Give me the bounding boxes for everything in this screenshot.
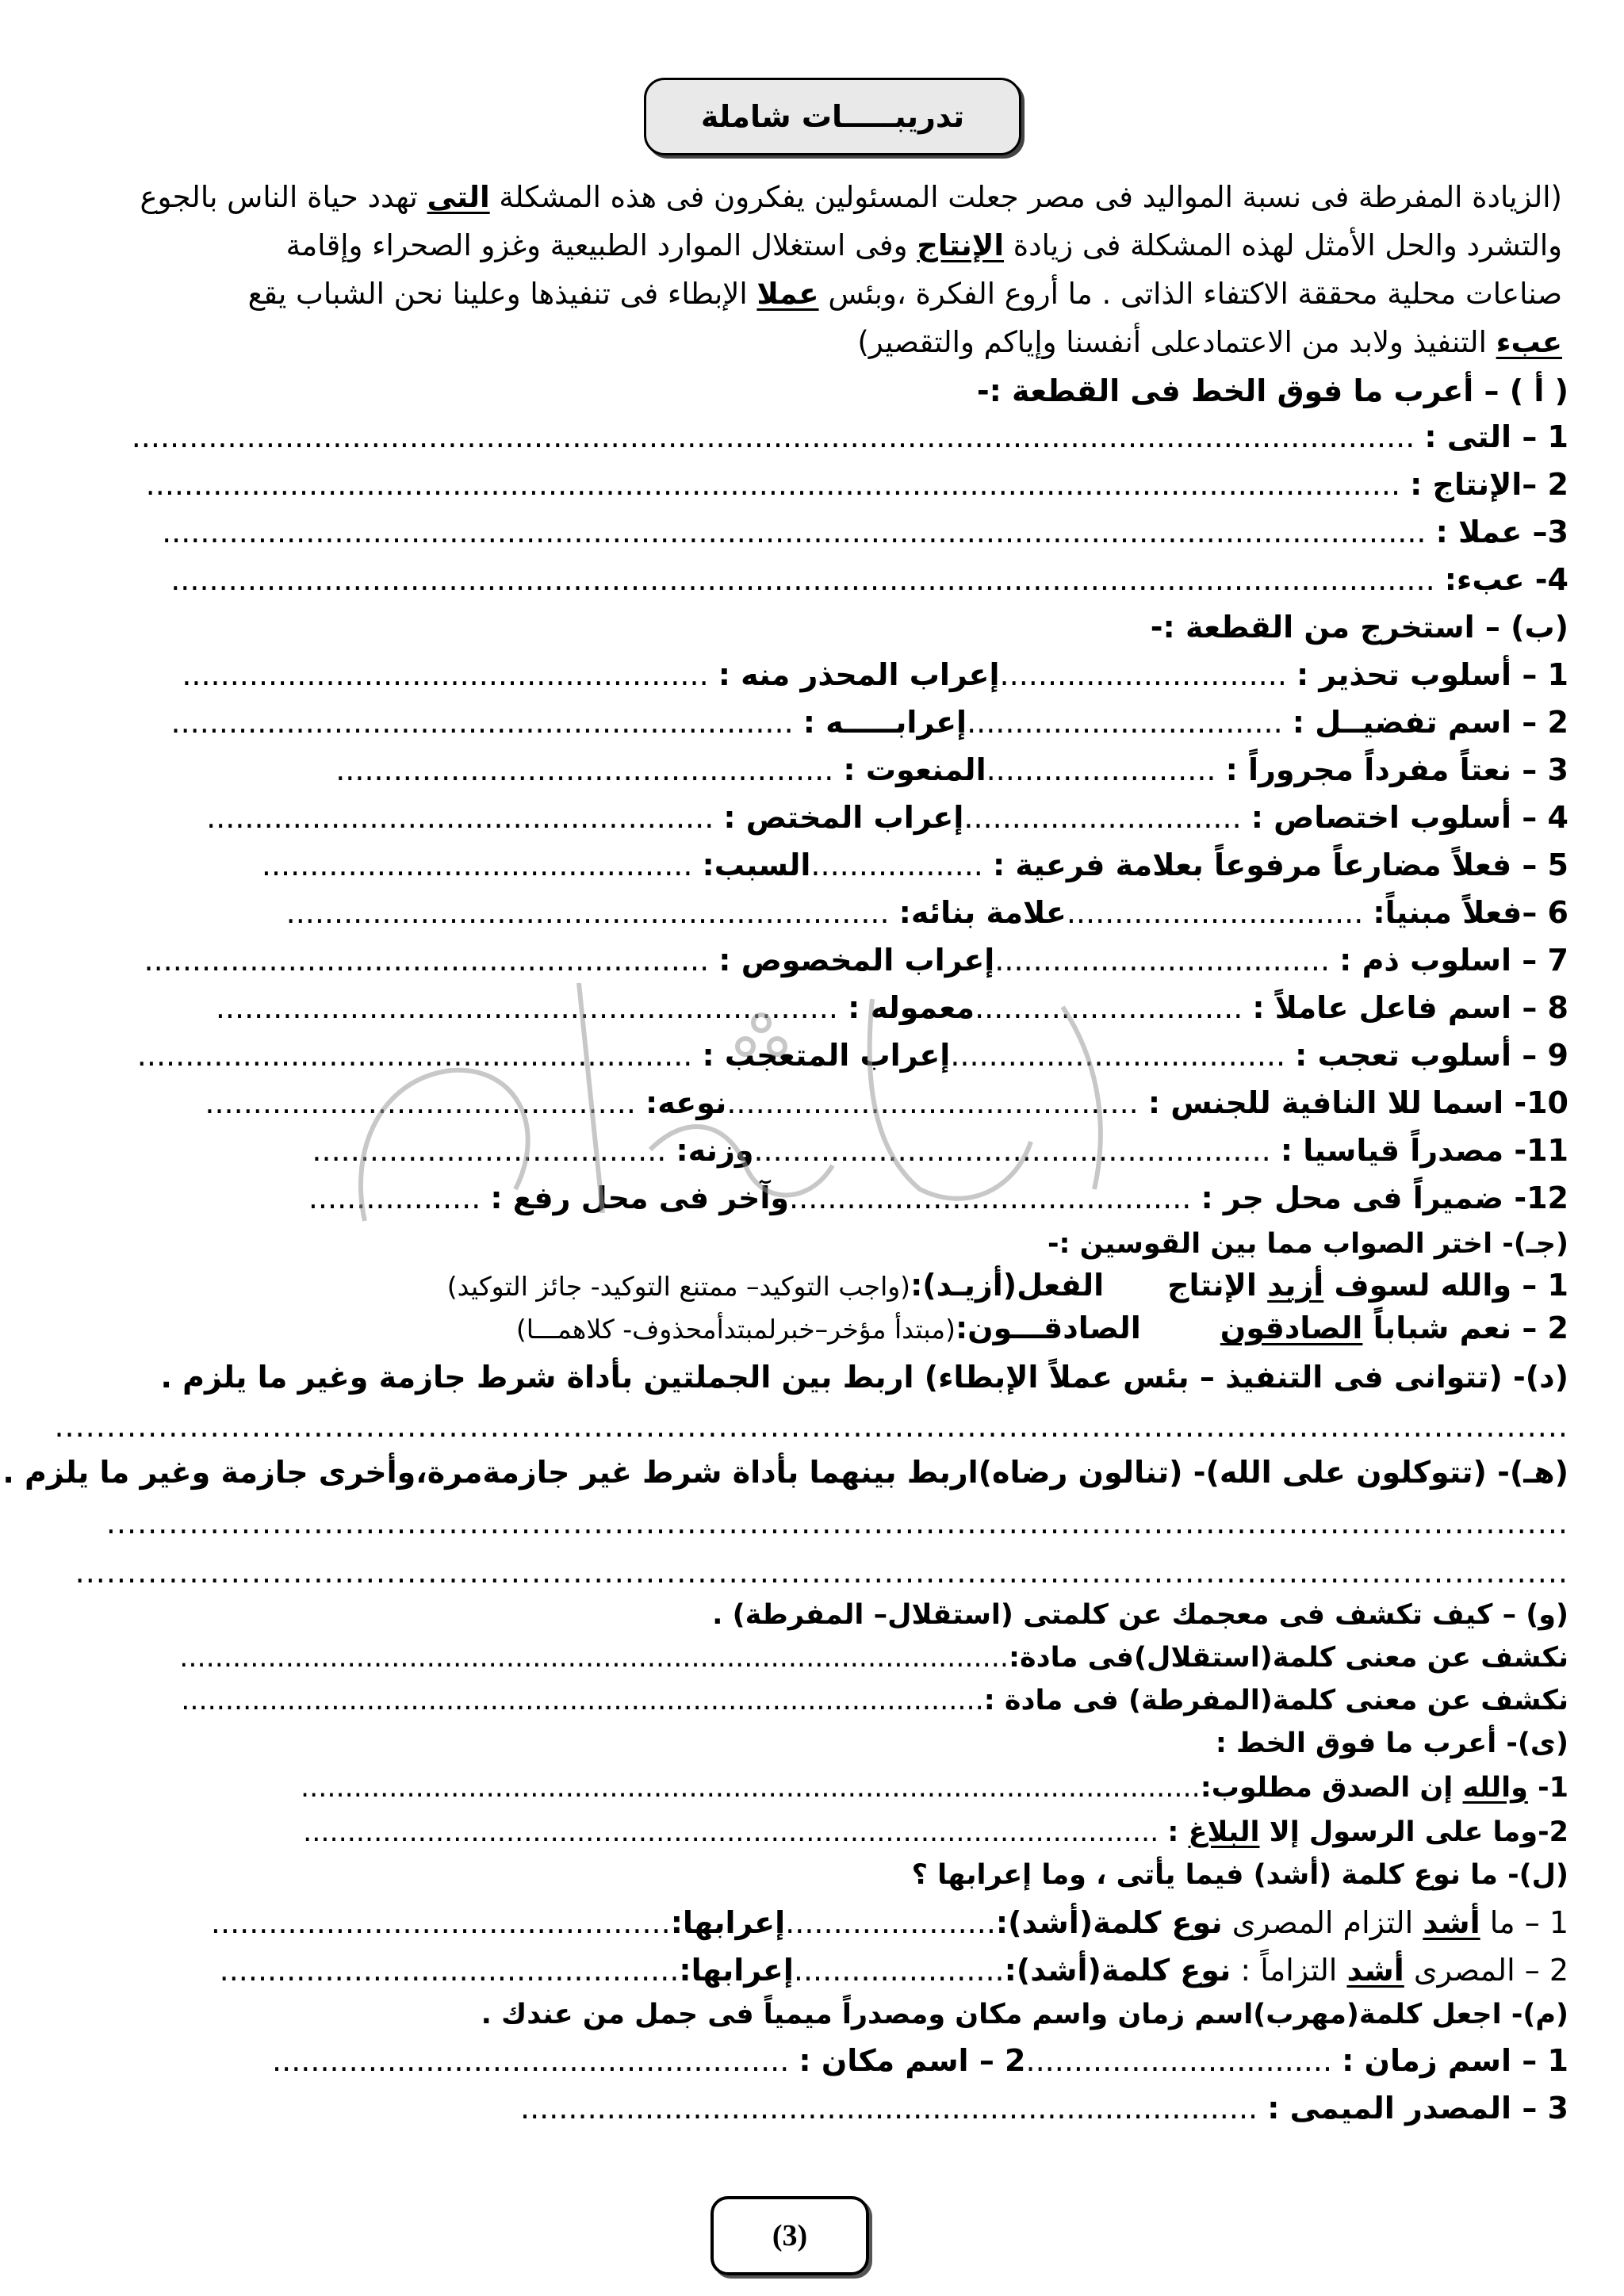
question-label: 1 – والله لسوف [1323,1268,1568,1303]
question-label: الإنتاج [1167,1268,1268,1303]
question-line [171,702,1569,742]
answer-blank[interactable]: ................................................................................................................................... [145,467,1411,502]
question-label: الصادقـــون: [955,1311,1141,1345]
question-line [520,2088,1568,2128]
question-label: 2 – اسم مكان : [799,2043,1026,2078]
answer-blank[interactable]: ................................... [994,943,1340,978]
choice-question-2 [516,1308,1568,1349]
question-label: التزام المصرى [1222,1905,1423,1940]
question-label: 2 –الإنتاج : [1410,467,1568,502]
answer-blank[interactable]: .................. [308,1181,491,1215]
section-a-heading: ( أ ) – أعرب ما فوق الخط فى القطعة :- [976,373,1568,408]
question-label: نكشف عن معنى كلمة(استقلال)فى مادة: [1009,1642,1568,1674]
answer-blank[interactable]: ...................................................... [272,2043,799,2078]
answer-blank[interactable]: ............................................................................................................................................. [105,1506,1568,1540]
passage-text: وفى استغلال الموارد الطبيعية وغزو الصحراء وإقامة [285,228,917,262]
answer-blank[interactable]: ........................................................... [144,943,719,978]
question-label: 7 – اسلوب ذم : [1339,943,1568,978]
underlined-word: الإنتاج [917,228,1005,262]
question-line [179,1638,1568,1678]
underlined-word: أزيد [1267,1268,1324,1303]
question-label: إعراب المتعجب : [702,1038,951,1073]
question-label: 11- مصدراً قياسيا : [1280,1133,1568,1168]
section-w-heading: (و) – كيف تكشف فى معجمك عن كلمتى (استقلال– المفرطة) . [712,1599,1568,1631]
question-label: 2 – المصرى [1404,1953,1568,1988]
question-line [211,1903,1568,1942]
question-label: 1 – أسلوب تحذير : [1297,657,1568,692]
answer-blank[interactable]: ................................................................. [215,990,848,1025]
passage-line-2 [56,221,1562,270]
question-label: 3 – نعتاً مفرداً مجروراً : [1225,752,1568,787]
answer-blank[interactable]: ...................................................... [753,1133,1281,1168]
question-line [170,560,1568,599]
section-y-heading: (ى)- أعرب ما فوق الخط : [1215,1728,1568,1759]
choice-options[interactable]: (مبتدأ مؤخر–خبرلمبتدأمحذوف- كلاهمـــا) [515,1314,956,1345]
underlined-word: والله [1462,1772,1528,1804]
underlined-word: أشد [1423,1905,1480,1940]
answer-blank[interactable]: ................................. [967,705,1293,740]
passage-text: تهدد حياة الناس بالجوع [140,180,427,214]
section-l-heading: (ل)- ما نوع كلمة (أشد) فيما يأتى ، وما إعرابها ؟ [911,1859,1568,1891]
question-label: نكشف عن معنى كلمة(المفرطة) فى مادة : [983,1685,1568,1716]
question-label: 8 – اسم فاعل عاملاً : [1252,990,1568,1025]
question-line [335,750,1568,790]
underlined-word: أشد [1346,1953,1404,1988]
answer-blank[interactable]: ...................... [793,1953,1005,1988]
answer-blank[interactable]: .................. [810,848,993,882]
passage-text: صناعات محلية محققة الاكتفاء الذاتى . ما أروع الفكرة ،وبئس [818,277,1562,311]
question-label: السبب: [702,848,811,882]
question-label: إعرابـــــه : [802,705,967,740]
page-number: (3) [710,2196,869,2275]
choice-options[interactable]: (واجب التوكيد– ممتنع التوكيد- جائز التوكيد) [446,1271,911,1302]
passage-text: الإبطاء فى تنفيذها وعلينا نحن الشباب يقع [247,277,757,311]
answer-blank[interactable]: ..................................................... [206,800,724,835]
question-label: إعرابها: [670,1905,786,1940]
answer-blank[interactable]: ............................................................................. [520,2091,1268,2126]
answer-blank[interactable]: ........................................................................................... [181,1685,984,1716]
underlined-word: الصادقون [1220,1311,1363,1345]
question-line [286,893,1568,932]
question-label: نوع كلمة(أشد): [995,1905,1223,1940]
question-label: إعراب المحذر منه : [718,657,1000,692]
answer-blank[interactable]: ............................................................... [285,895,899,930]
answer-blank[interactable]: ............................... [1066,895,1373,930]
question-label: معموله : [848,990,975,1025]
question-label: المنعوت : [843,752,986,787]
answer-blank[interactable]: ................................................................. [170,705,803,740]
choice-question-1 [447,1265,1568,1307]
answer-blank[interactable]: ............................ [975,990,1253,1025]
question-label: إعرابها: [679,1953,794,1988]
answer-blank[interactable]: .................................................................................................................................................. [54,1409,1568,1444]
answer-blank[interactable]: .............................................................................................. [179,1642,1009,1674]
question-label: إعراب المخصوص : [718,943,995,978]
answer-blank[interactable]: ............................................. [205,1085,646,1120]
question-label: 1- [1527,1772,1568,1804]
passage-line-3 [56,270,1562,318]
question-line [220,1950,1568,1990]
question-label: 10- اسما للا النافية للجنس : [1147,1085,1568,1120]
question-label: نوعه: [645,1085,727,1120]
section-h-question: (هـ)- (تتوكلون على الله)- (تنالون رضاه)اربط بينهما بأداة شرط غير جازمةمرة،وأخرى جازمة وغير ما يلزم . [2,1455,1568,1490]
question-label: 1 – اسم زمان : [1342,2043,1568,2078]
question-label: التزاماً : [1231,1953,1347,1988]
question-label: وزنه: [676,1133,754,1168]
question-label: 4- عبء: [1444,562,1568,597]
answer-blank[interactable]: .............................. [999,657,1297,692]
answer-blank[interactable]: ................................................ [210,1905,671,1940]
answer-blank[interactable]: .......................................... [789,1181,1201,1215]
question-line [182,655,1568,695]
answer-blank[interactable]: ............................................. [261,848,703,882]
question-label: وآخر فى محل رفع : [490,1181,790,1215]
answer-blank[interactable]: .................................................... [335,752,844,787]
question-label: إعراب المختص : [723,800,964,835]
answer-blank[interactable]: ..................................... [312,1133,676,1168]
answer-blank[interactable]: ........................ [986,752,1226,787]
passage-line-1 [56,173,1562,221]
section-d-question: (د)- (تتوانى فى التنفيذ – بئس عملاً الإبطاء) اربط بين الجملتين بأداة شرط جازمة وغير ما يلزم . [160,1360,1568,1395]
answer-blank[interactable]: ........................................... [726,1085,1148,1120]
underlined-word: عبء [1496,325,1562,359]
answer-blank[interactable]: ................................................................................................. [303,1816,1168,1848]
answer-blank[interactable]: ....................................................... [182,657,718,692]
question-label: علامة بنائه: [898,895,1067,930]
answer-blank[interactable]: ............................. [963,800,1251,835]
question-label: 4 – أسلوب اختصاص : [1251,800,1568,835]
question-label: 2 – اسم تفضيــل : [1292,705,1568,740]
underlined-word: التى [427,180,490,214]
question-label: 6 –فعلاً مبنياً: [1373,895,1568,930]
question-label: 2-وما على الرسول إلا [1259,1816,1568,1848]
page-title: تدريبـــــات شاملة [644,78,1021,155]
watermark-graphic [317,951,1189,1237]
question-line [181,1681,1568,1720]
question-label: إن الصدق مطلوب: [1200,1772,1463,1804]
answer-blank[interactable]: .......................................................... [136,1038,703,1073]
question-label: الفعل(أزيـد): [910,1268,1105,1303]
question-line [301,1768,1568,1808]
question-label: 2 – نعم شباباً [1362,1311,1568,1345]
passage-text: التنفيذ ولابد من الاعتمادعلى أنفسنا وإياكم والتقصير) [857,325,1496,359]
section-b-heading: (ب) – استخرج من القطعة :- [1150,610,1568,645]
question-label: : [1167,1816,1189,1848]
section-m-heading: (م)- اجعل كلمة(مهرب)اسم زمان واسم مكان ومصدراً ميمياً فى جمل من عندك . [481,1999,1568,2030]
question-label: 5 – فعلاً مضارعاً مرفوعاً بعلامة فرعية : [992,848,1568,882]
section-c-heading: (جـ)- اختر الصواب مما بين القوسين :- [1047,1228,1568,1260]
question-label: 1 – التى : [1424,419,1568,454]
passage-text: والتشرد والحل الأمثل لهذه المشكلة فى زيادة [1004,228,1562,262]
answer-blank[interactable]: ................................................ [219,1953,680,1988]
question-line [146,465,1568,504]
question-label: 12- ضميراً فى محل جر : [1201,1181,1568,1215]
answer-blank[interactable]: .................................................................................................................................... [170,562,1445,597]
question-label: 1 – ما [1480,1905,1568,1940]
passage-text: (الزيادة المفرطة فى نسبة المواليد فى مصر جعلت المسئولين يفكرون فى هذه المشكلة [489,180,1562,214]
answer-blank[interactable]: ...................... [785,1905,996,1940]
question-line [303,1812,1568,1852]
answer-blank[interactable]: ................................ [1025,2043,1342,2078]
question-label: نوع كلمة(أشد): [1004,1953,1231,1988]
answer-blank[interactable]: ................................................................................................................................................ [75,1555,1568,1590]
answer-blank[interactable]: ...................................................................................................... [300,1772,1201,1804]
question-line [262,845,1568,885]
question-label: 3 – المصدر الميمى : [1267,2091,1568,2126]
question-label: 9 – أسلوب تعجب : [1295,1038,1568,1073]
answer-blank[interactable]: ...................................................................................................................................... [131,419,1425,454]
question-line [162,512,1568,552]
underlined-word: عملا [756,277,819,311]
question-label: 3– عملا : [1435,515,1568,549]
answer-blank[interactable]: ................................... [950,1038,1296,1073]
answer-blank[interactable]: .................................................................................................................................... [162,515,1436,549]
question-line [206,798,1568,837]
passage-line-4 [56,318,1562,366]
underlined-word: البلاغ [1188,1816,1260,1848]
question-line [272,2041,1568,2080]
question-line [132,417,1568,457]
